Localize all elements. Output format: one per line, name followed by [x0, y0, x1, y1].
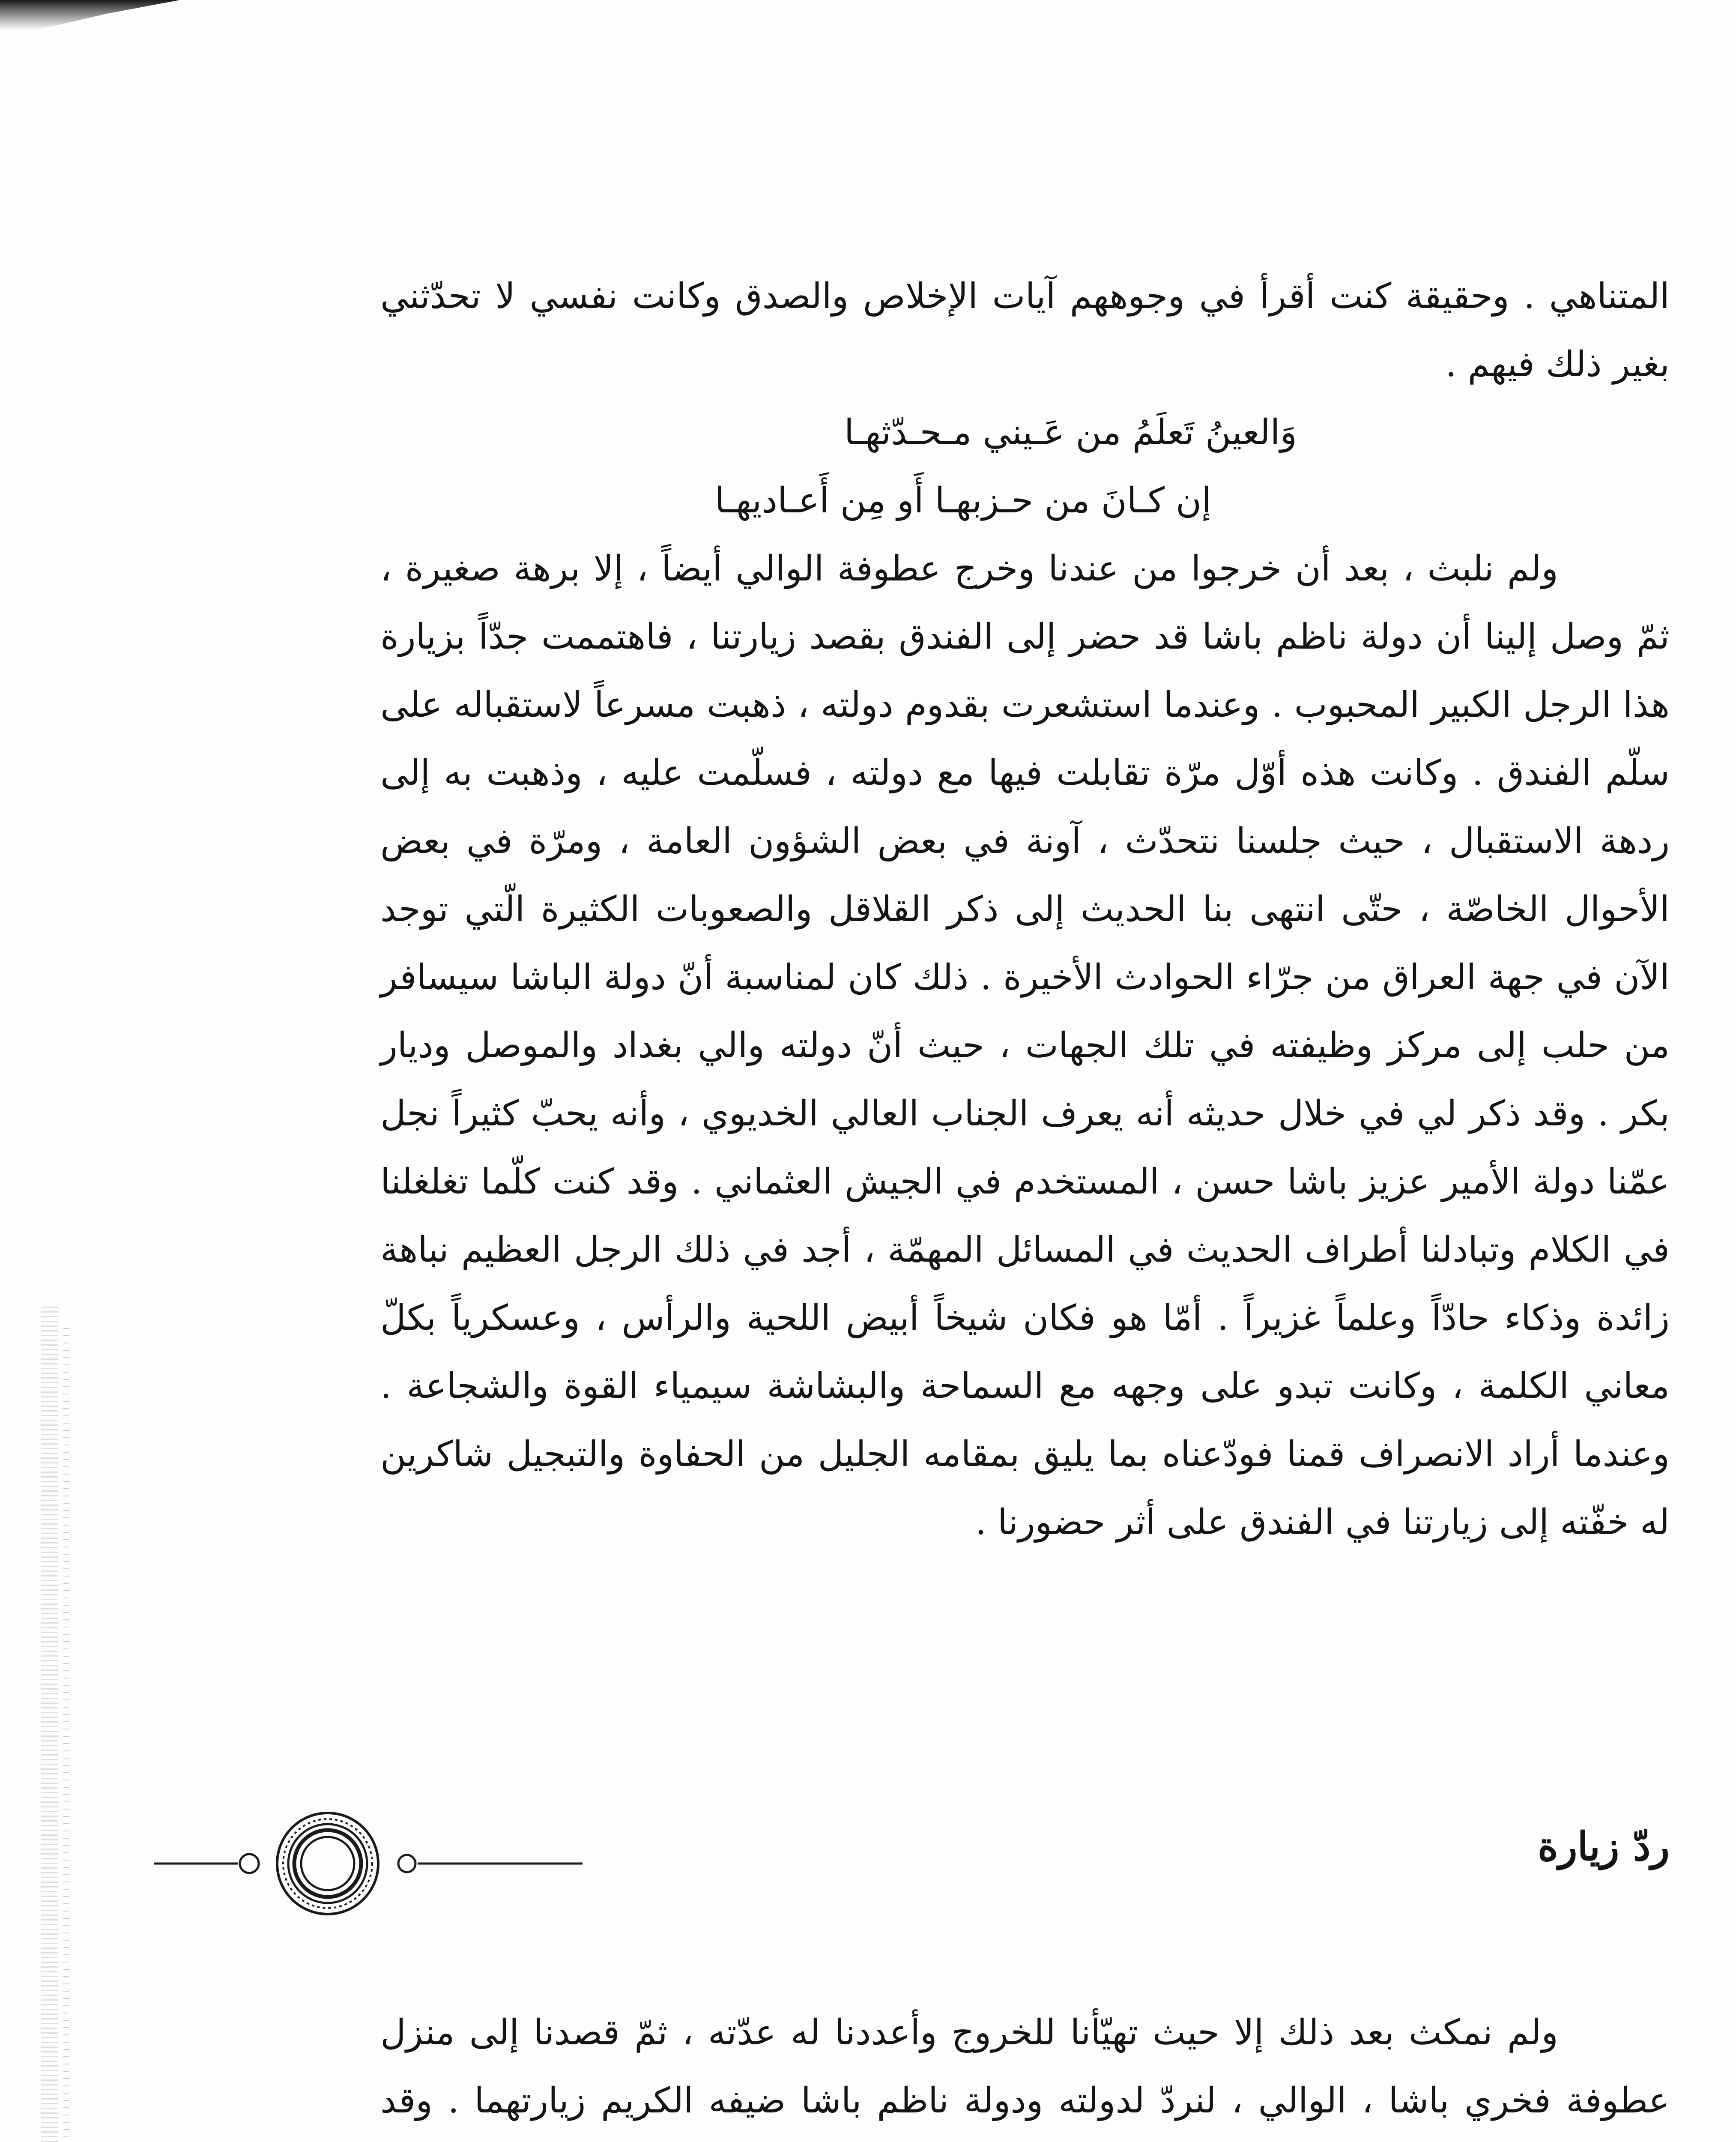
verse-line-1: وَالعينُ تَعلَمُ من عَـيني مـحـدّثهـا — [844, 412, 1297, 453]
scan-binding-edge-inner — [63, 1328, 69, 2142]
intro-paragraph: المتناهي . وحقيقة كنت أقرأ في وجوههم آيات الإخلاص والصدق وكانت نفسي لا تحدّثني بغير ذلك فيهم . — [380, 276, 1670, 385]
visit-paragraph: ولم نلبث ، بعد أن خرجوا من عندنا وخرج عطوفة الوالي أيضاً ، إلا برهة صغيرة ، ثمّ وصل إلينا أن دولة ناظم باشا قد حضر إلى الفندق بقصد زيارتنا ، فاهتممت جدّاً بزيارة هذا الرجل الكبير المحبوب . وعندما استشعرت بقدوم دولته ، ذهبت مسرعاً لاستقباله على سلّم الفندق . وكانت هذه أوّل مرّة تقابلت فيها مع دولته ، فسلّمت عليه ، وذهبت به إلى ردهة الاستقبال ، حيث جلسنا نتحدّث ، آونة في بعض الشؤون العامة ، ومرّة في بعض الأحوال الخاصّة ، حتّى انتهى بنا الحديث إلى ذكر القلاقل والصعوبات الكثيرة الّتي توجد الآن في جهة العراق من جرّاء الحوادث الأخيرة . ذلك كان لمناسبة أنّ دولة الباشا سيسافر من حلب إلى مركز وظيفته في تلك الجهات ، حيث أنّ دولته والي بغداد والموصل وديار بكر . وقد ذكر لي في خلال حديثه أنه يعرف الجناب العالي الخديوي ، وأنه يحبّ كثيراً نجل عمّنا دولة الأمير عزيز باشا حسن ، المستخدم في الجيش العثماني . وقد كنت كلّما تغلغلنا في الكلام وتبادلنا أطراف الحديث في المسائل المهمّة ، أجد في ذلك الرجل العظيم نباهة زائدة وذكاء حادّاً وعلماً غزيراً . أمّا هو فكان شيخاً أبيض اللحية والرأس ، وعسكرياً بكلّ معاني الكلمة ، وكانت تبدو على وجهه مع السماحة والبشاشة سيمياء القوة والشجاعة . وعندما أراد الانصراف قمنا فودّعناه بما يليق بمقامه الجليل من الحفاوة والتبجيل شاكرين له خفّته إلى زيارتنا في الفندق على أثر حضورنا . — [380, 548, 1670, 1543]
return-visit-paragraph-block — [380, 1998, 1670, 2142]
scan-corner-shadow — [0, 0, 180, 30]
visit-paragraph-block — [380, 535, 1670, 1556]
intro-paragraph-block — [380, 262, 1670, 398]
section-heading: ردّ زيارة — [1537, 1823, 1670, 1870]
verse-line-2: إن كـانَ من حـزبهـا أَو مِن أَعـاديهـا — [714, 480, 1211, 521]
ring-ornament-divider-icon — [154, 1810, 583, 1917]
scan-binding-edge — [41, 1307, 58, 2142]
return-visit-paragraph: ولم نمكث بعد ذلك إلا حيث تهيّأنا للخروج وأعددنا له عدّته ، ثمّ قصدنا إلى منزل عطوفة فخري باشا ، الوالي ، لنردّ لدولته ودولة ناظم باشا ضيفه الكريم زيارتهما . وقد — [380, 2012, 1670, 2121]
